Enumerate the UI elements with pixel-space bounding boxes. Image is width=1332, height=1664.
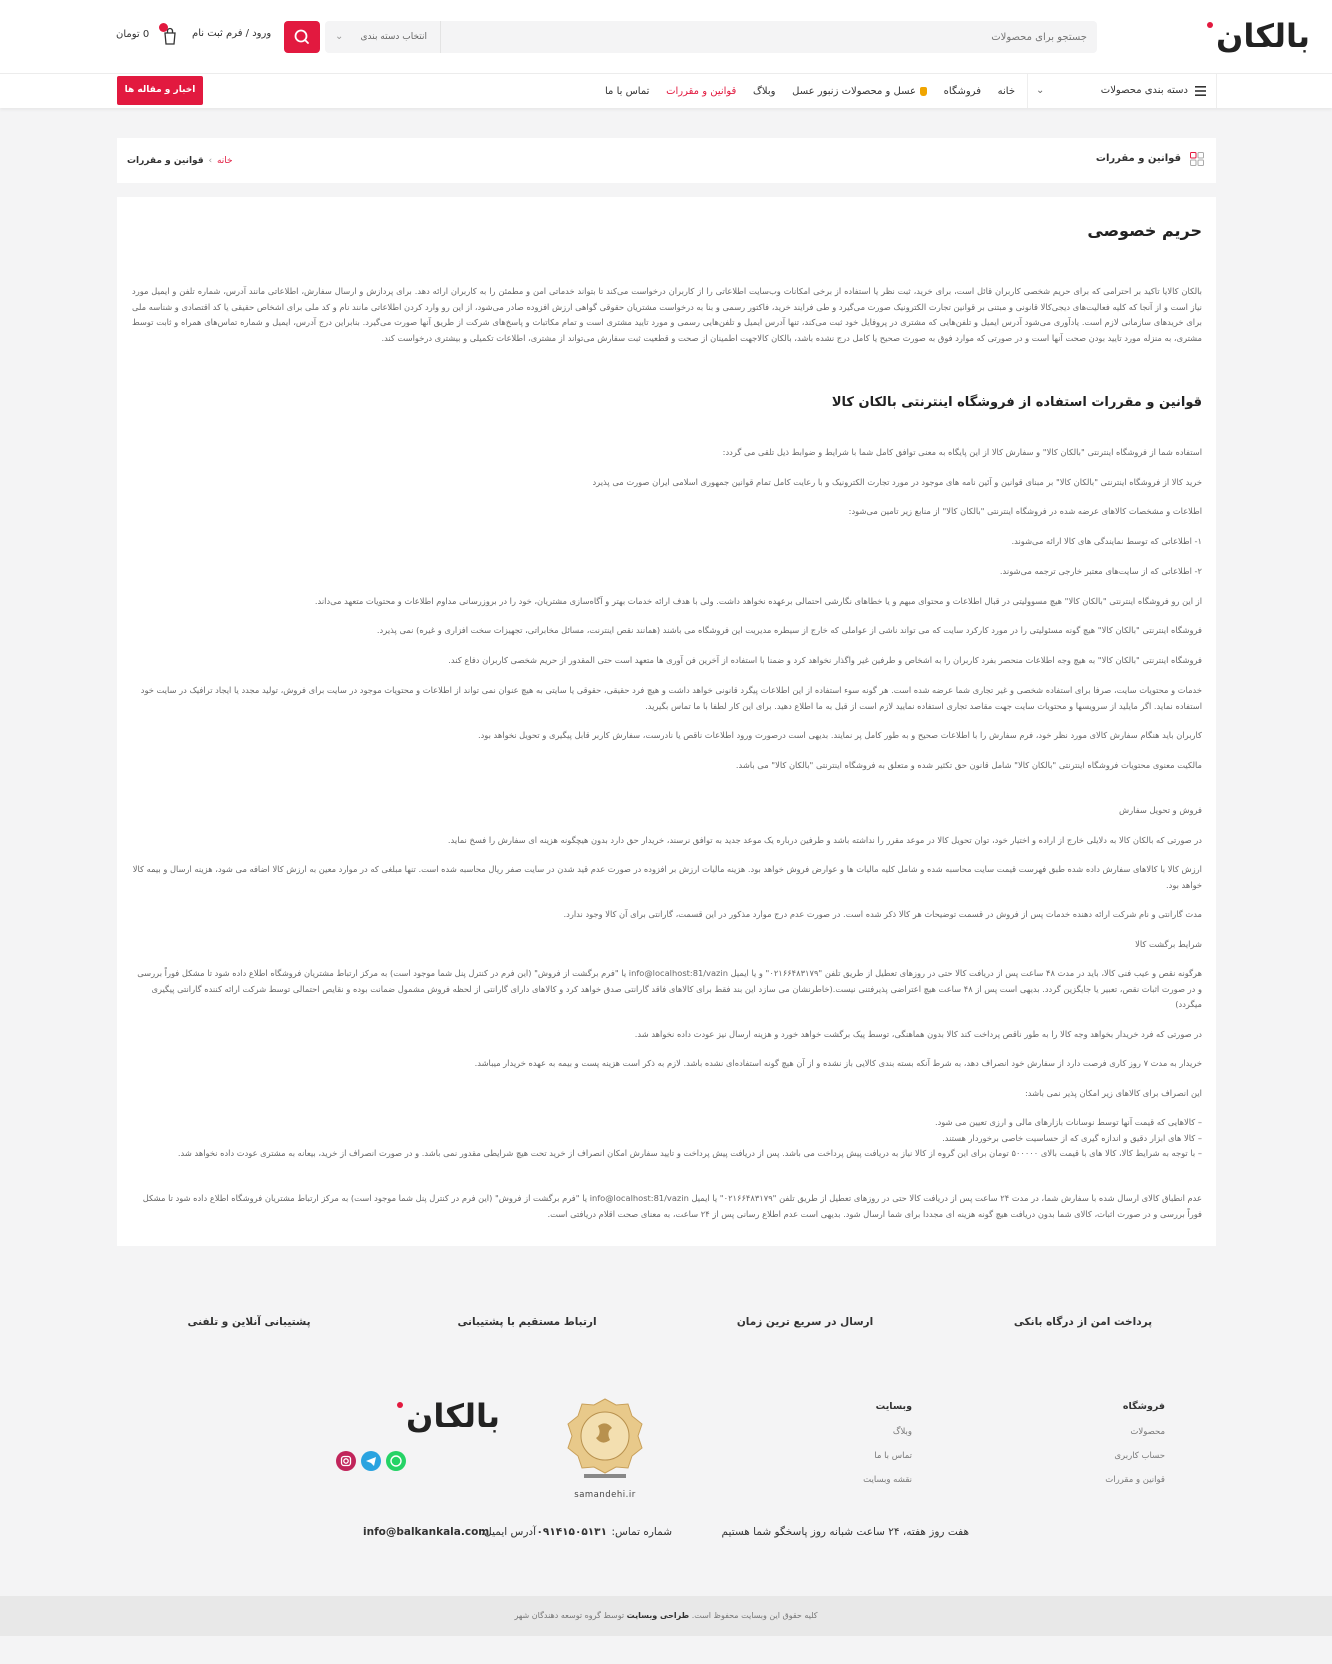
telegram-icon[interactable]	[361, 1451, 381, 1471]
footer-link-products[interactable]: محصولات	[1130, 1427, 1165, 1437]
nav-list	[605, 74, 1015, 108]
search-input[interactable]	[467, 21, 1087, 53]
email-address[interactable]: info@balkankala.com	[363, 1526, 490, 1538]
grid-icon	[1190, 152, 1204, 166]
social-links	[334, 1451, 408, 1473]
svg-text:بالکان: بالکان	[1216, 17, 1310, 55]
nav-item-rules[interactable]: قوانین و مقررات	[666, 85, 737, 97]
breadcrumb-home-link[interactable]: خانه	[216, 156, 233, 166]
rules-paragraph: در صورتی که بالکان کالا به دلایلی خارج از اراده و اختیار خود، توان تحویل کالا در موعد مقرر را نداشته باشد و طرفین درباره یک موعد جدید به توافق نرسند، خریدار حق دارد بدون هیچگونه هزینه ای سفارش را فسخ نماید.	[447, 835, 1202, 845]
cart-count: 0	[142, 29, 150, 40]
rules-list: – کالاهایی که قیمت آنها توسط نوسانات بازارهای مالی و ارزی تعیین می شود. – کالا های ابزار دقیق و اندازه گیری که از حساسیت خاصی برخوردار هستند. – با توجه به شرایط کالا، کالا های با قیمت بالای ۵۰۰۰۰۰ تومان برای این گروه از کالا نیاز به دریافت پیش پرداخت می باشد. پس از دریافت پیش پرداخت و تایید سفارش امکان انصراف از خرید تحت هیچ شرایطی مقدور نمی باشد. و در صورت انصراف از خرید، بیعانه به مشتری عودت داده نخواهد شد.	[177, 1117, 1202, 1158]
phone-label: شماره تماس:	[611, 1526, 672, 1538]
instagram-icon[interactable]	[336, 1451, 356, 1471]
footer-link-account[interactable]: حساب کاربری	[1114, 1451, 1165, 1461]
search-bar	[325, 21, 1097, 53]
feature-online-support: پشتیبانی آنلاین و تلفنی	[187, 1316, 311, 1328]
page-bottom	[0, 1636, 1332, 1664]
rules-paragraph: ۲- اطلاعاتی که از سایت‌های معتبر خارجی ترجمه می‌شوند.	[999, 566, 1202, 576]
search-divider	[440, 21, 441, 53]
feature-fast-delivery: ارسال در سریع ترین زمان	[736, 1316, 874, 1328]
rules-paragraph: مدت گارانتی و نام شرکت ارائه دهنده خدمات پس از فروش در قسمت توضیحات هر کالا ذکر شده است. در صورت عدم درج موارد مذکور در این قسمت، گارانتی برای آن کالا وجود ندارد.	[563, 909, 1202, 919]
search-icon	[284, 21, 320, 53]
web-design-link[interactable]: طراحی وبسایت	[626, 1611, 690, 1620]
rules-paragraph: از این رو فروشگاه اینترنتی "بالکان کالا" هیچ مسوولیتی در قبال اطلاعات و محتوای مبهم و یا خطاهای نگارشی احتمالی برعهده نخواهد داشت. ولی با هدف ارائه خدمات بهتر و آگاه‌سازی مشتریان، خود را در بروزرسانی مداوم اطلاعات و محتویات متعهد می‌داند.	[314, 596, 1202, 606]
cart-badge	[159, 23, 168, 32]
rules-paragraph: فروشگاه اینترنتی "بالکان کالا" به هیچ وجه اطلاعات منحصر بفرد کاربران را به اشخاص و طرفین غیر واگذار نخواهد کرد و ضمنا با استفاده از آخرین فن آوری ها متعهد است حتی المقدور از حریم شخصی کاربران دفاع کند.	[448, 655, 1202, 665]
chevron-down-icon: ⌄	[1036, 85, 1045, 96]
honey-icon	[920, 87, 927, 96]
rules-paragraph: اطلاعات و مشخصات کالاهای عرضه شده در فروشگاه اینترنتی "بالکان کالا" از منابع زیر تامین می‌شود:	[848, 506, 1202, 516]
currency-label: تومان	[116, 29, 140, 40]
breadcrumb-separator: ›	[208, 156, 213, 166]
footer-shop-column	[1030, 1401, 1165, 1492]
rules-title: قوانین و مقررات استفاده از فروشگاه اینترنتی بالکان کالا	[831, 395, 1202, 410]
nav-item-blog[interactable]: وبلاگ	[752, 85, 776, 97]
copyright-suffix: توسط گروه توسعه دهندگان شهر	[514, 1611, 625, 1620]
section-heading-sales: فروش و تحویل سفارش	[1119, 805, 1202, 815]
rules-paragraph: هرگونه نقص و عیب فنی کالا، باید در مدت ۴۸ ساعت پس از دریافت کالا حتی در روزهای تعطیل از طریق تلفن "۰۲۱۶۶۴۸۳۱۷۹" و یا ایمیل info@localhost:81/vazin یا "فرم برگشت از فروش" (این فرم در کنترل پنل شما موجود است) به مرکز ارتباط مشتریان فروشگاه اطلاع داده شود تا مشکل فوراً بررسی و در صورت اثبات نقص، تعبیر یا جایگزین گردد. بدیهی است پس از ۴۸ ساعت هیچ اعتراضی پذیرفتنی نیست.(خاطرنشان می سازد این بند فقط برای کالاهای فاقد گارانتی صدق خواهد کرد و کالاهای دارای گارانتی از لحظه فروش مشمول ضمانت بوده و نقایص احتمالی توسط شرکت ارائه کننده گارانتی پیگیری میگردد)	[137, 968, 1202, 1009]
news-articles-button[interactable]: اخبار و مقاله ها	[117, 76, 203, 105]
footer-link-sitemap[interactable]: نقشه وبسایت	[863, 1475, 912, 1485]
breadcrumb-bar	[117, 138, 1216, 183]
nav-item-shop[interactable]: فروشگاه	[943, 85, 981, 97]
section-heading-returns: شرایط برگشت کالا	[1135, 939, 1202, 949]
whatsapp-icon[interactable]	[386, 1451, 406, 1471]
copyright-bar	[0, 1596, 1332, 1636]
privacy-title: حریم خصوصی	[1087, 221, 1202, 240]
footer-website-title: وبسایت	[875, 1401, 912, 1412]
categories-menu-label: دسته بندی محصولات	[1100, 85, 1188, 96]
category-select[interactable]	[325, 21, 439, 53]
breadcrumb	[127, 156, 233, 166]
login-register-link[interactable]: ورود / فرم ثبت نام	[192, 28, 272, 39]
footer-link-rules[interactable]: قوانین و مقررات	[1105, 1475, 1165, 1485]
nav-item-home[interactable]: خانه	[997, 85, 1015, 97]
category-select-label: انتخاب دسته بندی	[360, 32, 427, 42]
footer	[0, 1376, 1332, 1596]
nav-item-honey[interactable]	[792, 86, 927, 97]
footer-link-contact[interactable]: تماس با ما	[874, 1451, 912, 1461]
support-hours: هفت روز هفته، ۲۴ ساعت شبانه روز پاسخگو شما هستیم	[721, 1526, 969, 1538]
cart-total	[116, 29, 149, 40]
categories-menu[interactable]	[1027, 74, 1217, 108]
rules-paragraph: استفاده شما از فروشگاه اینترنتی "بالکان کالا" و سفارش کالا از این پایگاه به معنی توافق کامل شما با شرایط و ضوابط ذیل تلقی می گردد:	[722, 447, 1202, 457]
footer-link-blog[interactable]: وبلاگ	[892, 1427, 912, 1437]
footer-website-column	[780, 1401, 912, 1492]
rules-paragraph: خریدار به مدت ۷ روز کاری فرصت دارد از سفارش خود انصراف دهد، به شرط آنکه بسته بندی کالایی باز نشده و از آن هیچ گونه استفاده‌ای نشده باشد. لازم به ذکر است هزینه پست و بیمه به عهده خریدار میباشد.	[474, 1058, 1202, 1068]
copyright-text: کلیه حقوق این وبسایت محفوظ است.	[691, 1611, 818, 1620]
search-button[interactable]	[284, 21, 320, 53]
rules-paragraph: عدم انطباق کالای ارسال شده با سفارش شما، در مدت ۲۴ ساعت پس از دریافت کالا حتی در روزهای تعطیل از طریق تلفن "۰۲۱۶۶۴۸۳۱۷۹" یا ایمیل info@localhost:81/vazin یا "فرم برگشت از فروش" (این فرم در کنترل پنل شما موجود است) به مرکز ارتباط مشتریان فروشگاه اطلاع داده شود تا مشکل فوراً بررسی و در صورت اثبات، کالای شما بدون دریافت هیچ گونه هزینه ای مجددا برای شما ارسال شود. بدیهی است عدم اطلاع رسانی پس از ۲۴ ساعت، به معنای صحت اقلام دریافتی است.	[142, 1193, 1202, 1219]
page-heading: قوانین و مقررات	[1095, 153, 1181, 164]
footer-logo[interactable]	[300, 1396, 500, 1436]
top-header	[0, 0, 1332, 74]
samandehi-caption: samandehi.ir	[574, 1490, 636, 1500]
phone-number[interactable]: ۰۹۱۴۱۵۰۵۱۳۱	[536, 1526, 607, 1538]
rules-paragraph: فروشگاه اینترنتی "بالکان کالا" هیچ گونه مسئولیتی را در مورد کارکرد سایت که می تواند ناشی از عواملی که خارج از سیطره مدیریت این فروشگاه می باشند (همانند نقص اینترنت، مسائل مخابراتی، تجهیزات سخت افزاری و غیره) نمی پذیرد.	[376, 625, 1202, 635]
features-strip	[0, 1276, 1332, 1376]
rules-paragraph: ۱- اطلاعاتی که توسط نمایندگی های کالا ارائه می‌شوند.	[1011, 536, 1202, 546]
breadcrumb-current: قوانین و مقررات	[127, 156, 204, 166]
rules-paragraph: خدمات و محتویات سایت، صرفا برای استفاده شخصی و غیر تجاری شما عرضه شده است. هر گونه سوء استفاده از این اطلاعات پیگرد قانونی خواهد داشت و هیچ فرد حقیقی، حقوقی یا سایتی به هیچ عنوان نمی تواند از اطلاعات و محتویات موجود در سایت برای فروش، تولید مجدد یا ایجاد ترافیک در سایت خود استفاده نماید. اگر مایلید از سرویسها و محتویات سایت جهت مقاصد تجاری استفاده نمایید لازم است از قبل به ما اطلاع دهید. برای این کار لطفا با ما تماس بگیرید.	[140, 685, 1202, 711]
feature-direct-support: ارتباط مستقیم با پشتیبانی	[457, 1316, 597, 1328]
footer-shop-title: فروشگاه	[1122, 1401, 1165, 1412]
samandehi-badge[interactable]	[560, 1396, 650, 1500]
hamburger-icon	[1195, 86, 1206, 96]
rules-paragraph: در صورتی که فرد خریدار بخواهد وجه کالا را به طور ناقص پرداخت کند کالا بدون هماهنگی، توسط پیک برگشت خواهد خورد و هزینه ارسال نیز عودت داده نخواهد شد.	[634, 1029, 1202, 1039]
email-label: آدرس ایمیل:	[480, 1526, 536, 1538]
feature-secure-payment: پرداخت امن از درگاه بانکی	[1013, 1316, 1153, 1328]
nav-item-contact[interactable]: تماس با ما	[605, 85, 650, 97]
cart-button[interactable]	[162, 27, 178, 45]
main-nav	[0, 74, 1332, 108]
privacy-intro: بالکان کالایا تاکید بر احترامی که برای حریم شخصی کاربران قائل است، برای خرید، ثبت نظر یا استفاده از برخی امکانات وب‌سایت اطلاعاتی را از کاربران درخواست می‌کند تا بتواند خدماتی امن و مطمئن را به کاربران ارائه دهد. برای پردازش و ارسال سفارش، اطلاعاتی مانند آدرس، شماره تلفن و ایمیل مورد نیاز است و از آنجا که کلیه فعالیت‌های دیجی‌کالا قانونی و مبتنی بر قوانین تجارت الکترونیک صورت می‌گیرد و طی فرایند خرید، فاکتور رسمی و بنا به درخواست مشتریان حقوقی گواهی ارزش افزوده صادر می‌شود، از این رو وارد کردن اطلاعاتی مانند نام و کد ملی برای اشخاص حقیقی یا کد اقتصادی و شناسه ملی برای خریدهای سازمانی لازم است. یادآوری می‌شود آدرس ایمیل و تلفن‌هایی که مشتری در پروفایل خود ثبت می‌کند، تنها آدرس ایمیل و تلفن‌هایی رسمی و مورد تایید مشتری است و تمام مکاتبات و پاسخ‌های شرکت از طریق آنها صورت می‌گیرد. بنابراین درج آدرس، ایمیل و شماره تماس‌های همراه و ثابت توسط مشتری، به منزله مورد تایید بودن صحت آنها است و در صورتی که موارد فوق به صورت صحیح یا کامل درج نشده باشد، بالکان کالاجهت اطمینان از صحت و قطعیت ثبت سفارش می‌تواند از مشتری، اطلاعات تکمیلی و بیشتری درخواست کند.	[132, 286, 1202, 343]
rules-paragraph: ارزش کالا با کالاهای سفارش داده شده طبق فهرست قیمت سایت محاسبه شده و شامل کلیه مالیات ها و عوارض فروش خواهد بود. هزینه مالیات ارزش بر افزوده در صورت عدم قید شدن در سایت صفر ریال محاسبه شده است. تنها مبلغی که در موارد معین به ارزش کالا اضافه می شود، هزینه ارسال و بیمه کالا خواهد بود.	[132, 864, 1202, 890]
rules-paragraph: کاربران باید هنگام سفارش کالای مورد نظر خود، فرم سفارش را با اطلاعات صحیح و به طور کامل پر نمایند. بدیهی است درصورت ورود اطلاعات ناقص یا نادرست، سفارش کاربر قابل پیگیری و تحویل نخواهد بود.	[477, 730, 1202, 740]
rules-paragraph: این انصراف برای کالاهای زیر امکان پذیر نمی باشد:	[1025, 1088, 1202, 1098]
main-content	[117, 197, 1216, 1246]
svg-text:بالکان: بالکان	[406, 1397, 500, 1435]
balkan-logo[interactable]	[1110, 16, 1310, 56]
rules-paragraph: خرید کالا از فروشگاه اینترنتی "بالکان کالا" بر مبنای قوانین و آئین نامه های موجود در مورد تجارت الکترونیک و با رعایت کامل تمام قوانین جمهوری اسلامی ایران صورت می پذیرد	[592, 477, 1202, 487]
rules-paragraph: مالکیت معنوی محتویات فروشگاه اینترنتی "بالکان کالا" شامل قانون حق تکثیر شده و متعلق به فروشگاه اینترنتی "بالکان کالا" می باشد.	[735, 760, 1202, 770]
chevron-down-icon: ⌄	[335, 31, 344, 42]
nav-item-honey-label: عسل و محصولات زنبور عسل	[792, 85, 917, 97]
samandehi-seal-icon	[560, 1396, 650, 1482]
